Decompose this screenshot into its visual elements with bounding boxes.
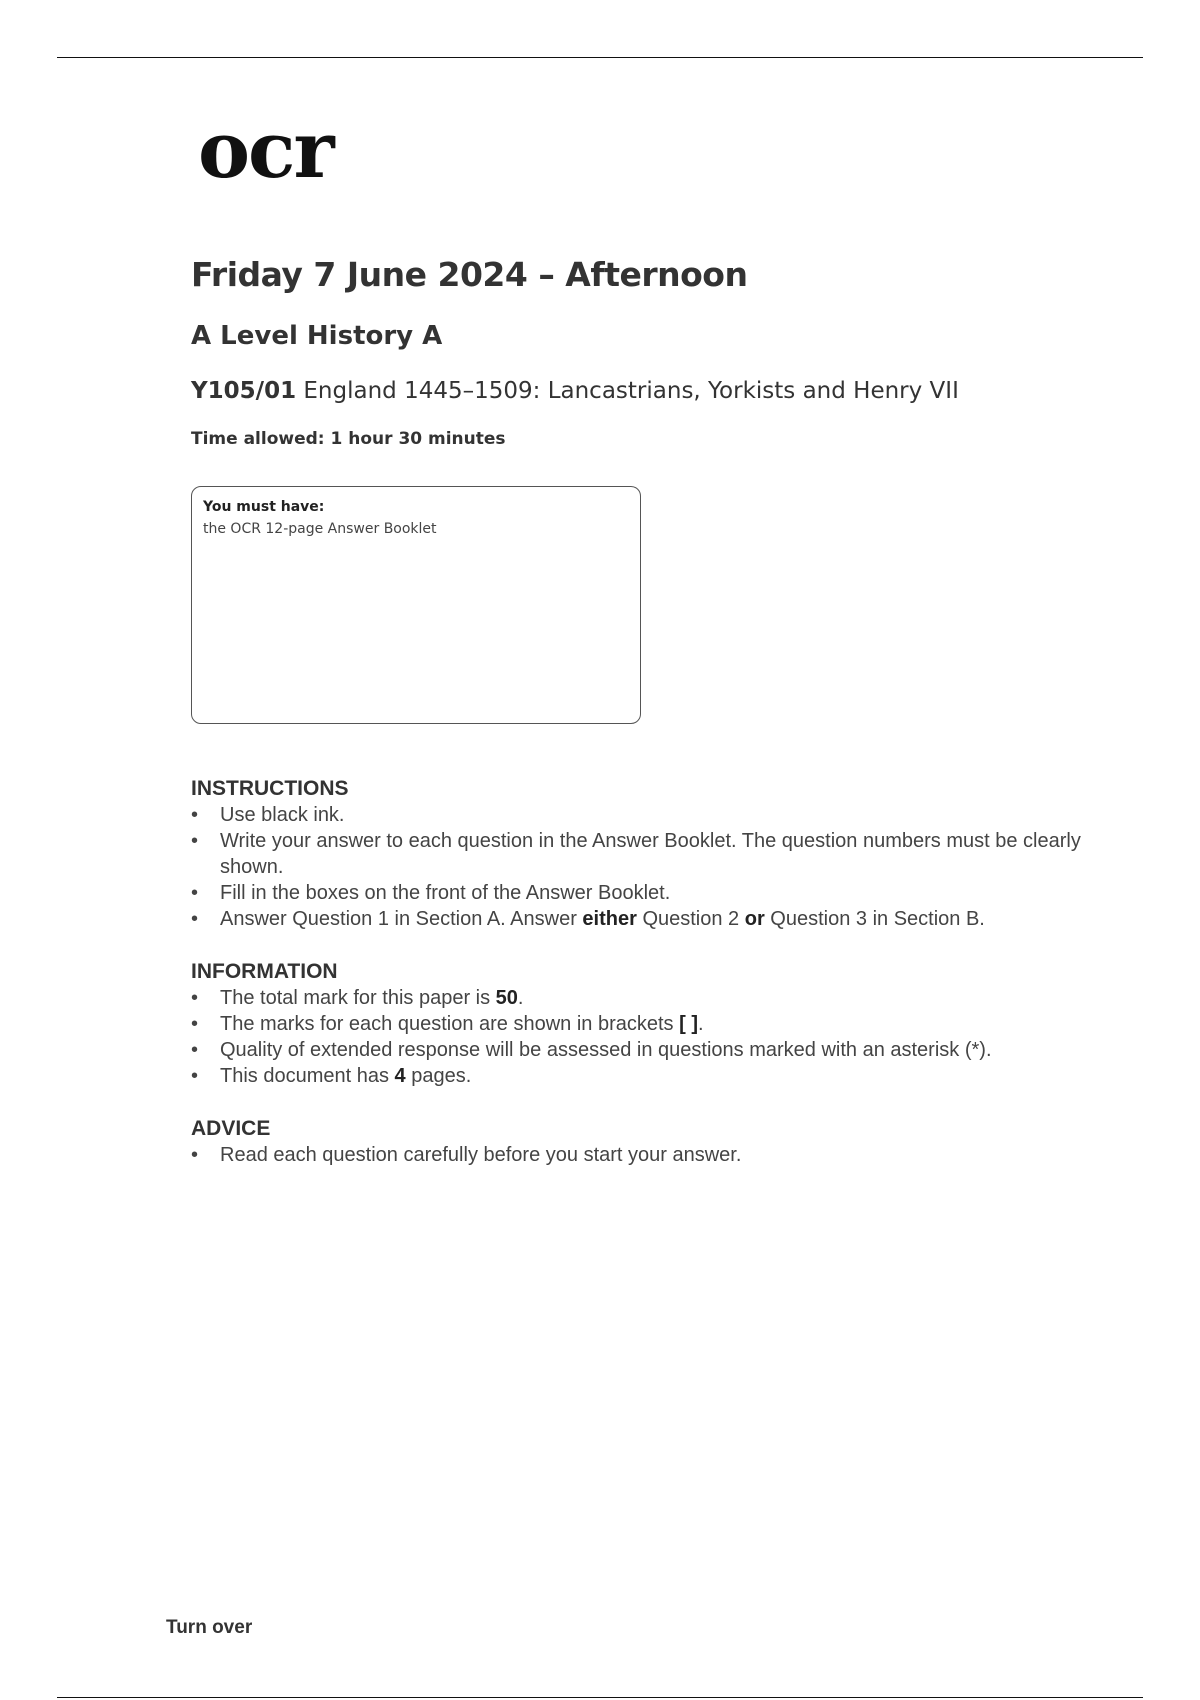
advice-list bbox=[191, 1142, 1091, 1168]
bullet-icon: • bbox=[191, 908, 199, 930]
total-mark: 50 bbox=[495, 987, 518, 1009]
information-heading: INFORMATION bbox=[191, 960, 338, 983]
list-item bbox=[191, 1037, 1091, 1063]
must-have-box bbox=[191, 486, 641, 724]
list-item-text: Read each question carefully before you start your answer. bbox=[220, 1144, 742, 1166]
brackets-symbol: [ ] bbox=[679, 1013, 699, 1035]
turn-over-label: Turn over bbox=[166, 1617, 253, 1638]
list-item bbox=[191, 1011, 1091, 1037]
unit-code: Y105/01 bbox=[191, 378, 297, 404]
bullet-icon: • bbox=[191, 987, 199, 1009]
page-count: 4 bbox=[394, 1065, 406, 1087]
bullet-icon: • bbox=[191, 1039, 199, 1061]
information-list bbox=[191, 985, 1091, 1089]
bullet-icon: • bbox=[191, 1144, 199, 1166]
ocr-logo: ocr bbox=[198, 105, 333, 196]
bottom-rule bbox=[57, 1697, 1143, 1698]
exam-date: Friday 7 June 2024 – Afternoon bbox=[191, 255, 748, 294]
list-item-text: This document has 4 pages. bbox=[220, 1065, 472, 1087]
list-item-text: Use black ink. bbox=[220, 804, 345, 826]
instructions-heading: INSTRUCTIONS bbox=[191, 777, 349, 800]
time-allowed: Time allowed: 1 hour 30 minutes bbox=[191, 429, 506, 449]
must-have-heading: You must have: bbox=[203, 499, 325, 515]
emphasis-either: either bbox=[582, 908, 637, 930]
list-item bbox=[191, 802, 1091, 828]
instructions-list bbox=[191, 802, 1091, 932]
list-item bbox=[191, 1142, 1091, 1168]
list-item bbox=[191, 985, 1091, 1011]
unit-line bbox=[191, 378, 959, 404]
advice-heading: ADVICE bbox=[191, 1117, 271, 1140]
advice-section bbox=[191, 1116, 1091, 1168]
bullet-icon: • bbox=[191, 830, 199, 852]
instructions-section bbox=[191, 776, 1091, 932]
list-item-text: Answer Question 1 in Section A. Answer either Question 2 or Question 3 in Section B. bbox=[220, 908, 985, 930]
top-rule bbox=[57, 57, 1143, 58]
must-have-item: the OCR 12-page Answer Booklet bbox=[203, 521, 437, 537]
list-item-text: The marks for each question are shown in brackets [ ]. bbox=[220, 1013, 704, 1035]
bullet-icon: • bbox=[191, 1013, 199, 1035]
list-item bbox=[191, 828, 1091, 880]
bullet-icon: • bbox=[191, 882, 199, 904]
list-item-text: Fill in the boxes on the front of the Answer Booklet. bbox=[220, 882, 671, 904]
emphasis-or: or bbox=[744, 908, 765, 930]
qualification-title: A Level History A bbox=[191, 321, 443, 351]
unit-title: England 1445–1509: Lancastrians, Yorkists and Henry VII bbox=[303, 378, 959, 404]
list-item-text: Quality of extended response will be assessed in questions marked with an asterisk (*). bbox=[220, 1039, 992, 1061]
information-section bbox=[191, 959, 1091, 1089]
list-item-text: Write your answer to each question in the Answer Booklet. The question numbers must be clearly shown. bbox=[220, 830, 1081, 878]
list-item-text: The total mark for this paper is 50. bbox=[220, 987, 524, 1009]
list-item bbox=[191, 906, 1091, 932]
list-item bbox=[191, 1063, 1091, 1089]
bullet-icon: • bbox=[191, 804, 199, 826]
list-item bbox=[191, 880, 1091, 906]
bullet-icon: • bbox=[191, 1065, 199, 1087]
